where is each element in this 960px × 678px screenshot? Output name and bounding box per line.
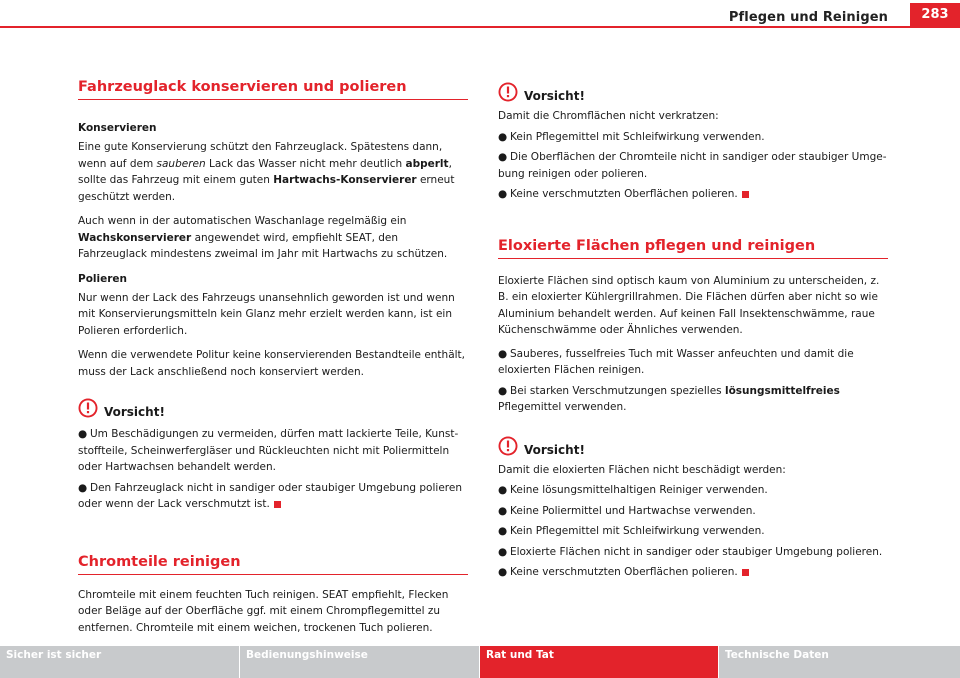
bullet-dot: ● [498, 384, 508, 397]
bullet-dot: ● [498, 188, 508, 200]
chapter-title: Pflegen und Reinigen [728, 10, 888, 25]
paragraph-eloxiert: Eloxierte Flächen sind optisch kaum von Aluminium zu unterscheiden, z. B. ein eloxierter Kühlergrillrahmen. Die Flächen dürfen aber nicht so wie Aluminium behandelt werden. Auf keinen Fall Insektenschwämme, raue Küchenschwämme oder Ähnliches verwenden. [498, 274, 880, 336]
warning-item: ● Kein Pflegemittel mit Schleifwirkung verwenden. [498, 523, 888, 540]
paragraph-chrom: Chromteile mit einem feuchten Tuch reinigen. SEAT empfiehlt, Flecken oder Beläge auf der Oberfläche ggf. mit einem Chrompflegemittel zu entfernen. Chromteile mit einem weichen, trockenen Tuch polieren. [78, 588, 449, 634]
section-title-lack: Fahrzeuglack konservieren und polieren [78, 78, 468, 100]
section-end-mark [274, 501, 281, 508]
bullet-dot: ● [78, 481, 88, 494]
warning-item: ● Keine Poliermittel und Hartwachse verwenden. [498, 503, 888, 520]
instruction-item: ● Bei starken Verschmutzungen spezielles lösungsmittelfreies Pflegemittel verwenden. [498, 384, 840, 413]
section-title-eloxiert: Eloxierte Flächen pflegen und reinigen [498, 237, 888, 259]
bullet-dot: ● [498, 566, 508, 578]
warning-icon [498, 82, 518, 102]
paragraph-konservieren-1: Eine gute Konservierung schützt den Fahrzeuglack. Spätestens dann, wenn auf dem sauberen Lack das Wasser nicht mehr deutlich abperlt, sollte das Fahrzeug mit einem guten Hartwachs-Konservierer erneut geschützt werden. [78, 141, 455, 203]
bullet-dot: ● [498, 504, 508, 517]
footer-tab-bedienung[interactable]: Bedienungshinweise [240, 646, 480, 678]
bullet-dot: ● [498, 130, 508, 143]
paragraph-polieren-2: Wenn die verwendete Politur keine konservierenden Bestandteile enthält, muss der Lack anschließend noch konserviert werden. [78, 349, 466, 378]
section-end-mark [742, 191, 749, 198]
section-title-chrom: Chromteile reinigen [78, 553, 468, 575]
bullet-dot: ● [498, 525, 508, 537]
bullet-dot: ● [498, 151, 508, 163]
warning-icon [498, 436, 518, 456]
warning-item: ● Keine verschmutzten Oberflächen polieren. [498, 186, 888, 203]
bullet-dot: ● [498, 484, 508, 496]
page-number: 283 [910, 3, 960, 27]
subheading-polieren: Polieren [78, 272, 128, 285]
paragraph-konservieren-2: Auch wenn in der automatischen Waschanlage regelmäßig ein Wachskonservierer angewendet wird, empfiehlt SEAT, den Fahrzeuglack mindestens zweimal im Jahr mit Hartwachs zu schützen. [78, 215, 448, 260]
footer-tab-technische-daten[interactable]: Technische Daten [719, 646, 960, 678]
footer-nav [0, 646, 960, 678]
bullet-dot: ● [78, 428, 88, 440]
warning-intro: Damit die eloxierten Flächen nicht beschädigt werden: [498, 463, 786, 476]
section-end-mark [742, 569, 749, 576]
header-rule [0, 26, 960, 28]
left-column [78, 78, 468, 636]
footer-tab-sicher[interactable]: Sicher ist sicher [0, 646, 240, 678]
warning-item: ● Keine lösungsmittelhaltigen Reiniger verwenden. [498, 482, 888, 499]
right-column [498, 86, 888, 581]
warning-heading: Vorsicht! [498, 440, 888, 460]
warning-item: ● Um Beschädigungen zu vermeiden, dürfen matt lackierte Teile, Kunststoffteile, Scheinwerfergläser und Rückleuchten nicht mit Poliermitteln oder Hartwachsen behandelt werden. [78, 428, 459, 473]
warning-item: ● Den Fahrzeuglack nicht in sandiger oder staubiger Umgebung polieren oder wenn der Lack verschmutzt ist. [78, 481, 462, 510]
warning-item: ● Keine verschmutzten Oberflächen polieren. [498, 564, 888, 581]
warning-item: ● Kein Pflegemittel mit Schleifwirkung verwenden. [498, 129, 888, 146]
bullet-dot: ● [498, 545, 508, 558]
footer-tab-rat-und-tat[interactable]: Rat und Tat [480, 646, 719, 678]
bullet-dot: ● [498, 347, 508, 360]
warning-intro: Damit die Chromflächen nicht verkratzen: [498, 110, 719, 122]
warning-icon [78, 398, 98, 418]
warning-item: ● Die Oberflächen der Chromteile nicht in sandiger oder staubiger Umgebung reinigen oder polieren. [498, 151, 887, 180]
warning-heading: Vorsicht! [78, 402, 468, 422]
paragraph-polieren-1: Nur wenn der Lack des Fahrzeugs unansehnlich geworden ist und wenn mit Konservierungsmitteln kein Glanz mehr erzielt werden kann, ist ein Polieren erforderlich. [78, 291, 455, 337]
subheading-konservieren: Konservieren [78, 122, 157, 134]
instruction-item: ● Sauberes, fusselfreies Tuch mit Wasser anfeuchten und damit die eloxierten Flächen reinigen. [498, 347, 854, 376]
warning-item: ● Eloxierte Flächen nicht in sandiger oder staubiger Umgebung polieren. [498, 544, 888, 561]
warning-heading: Vorsicht! [498, 86, 888, 106]
